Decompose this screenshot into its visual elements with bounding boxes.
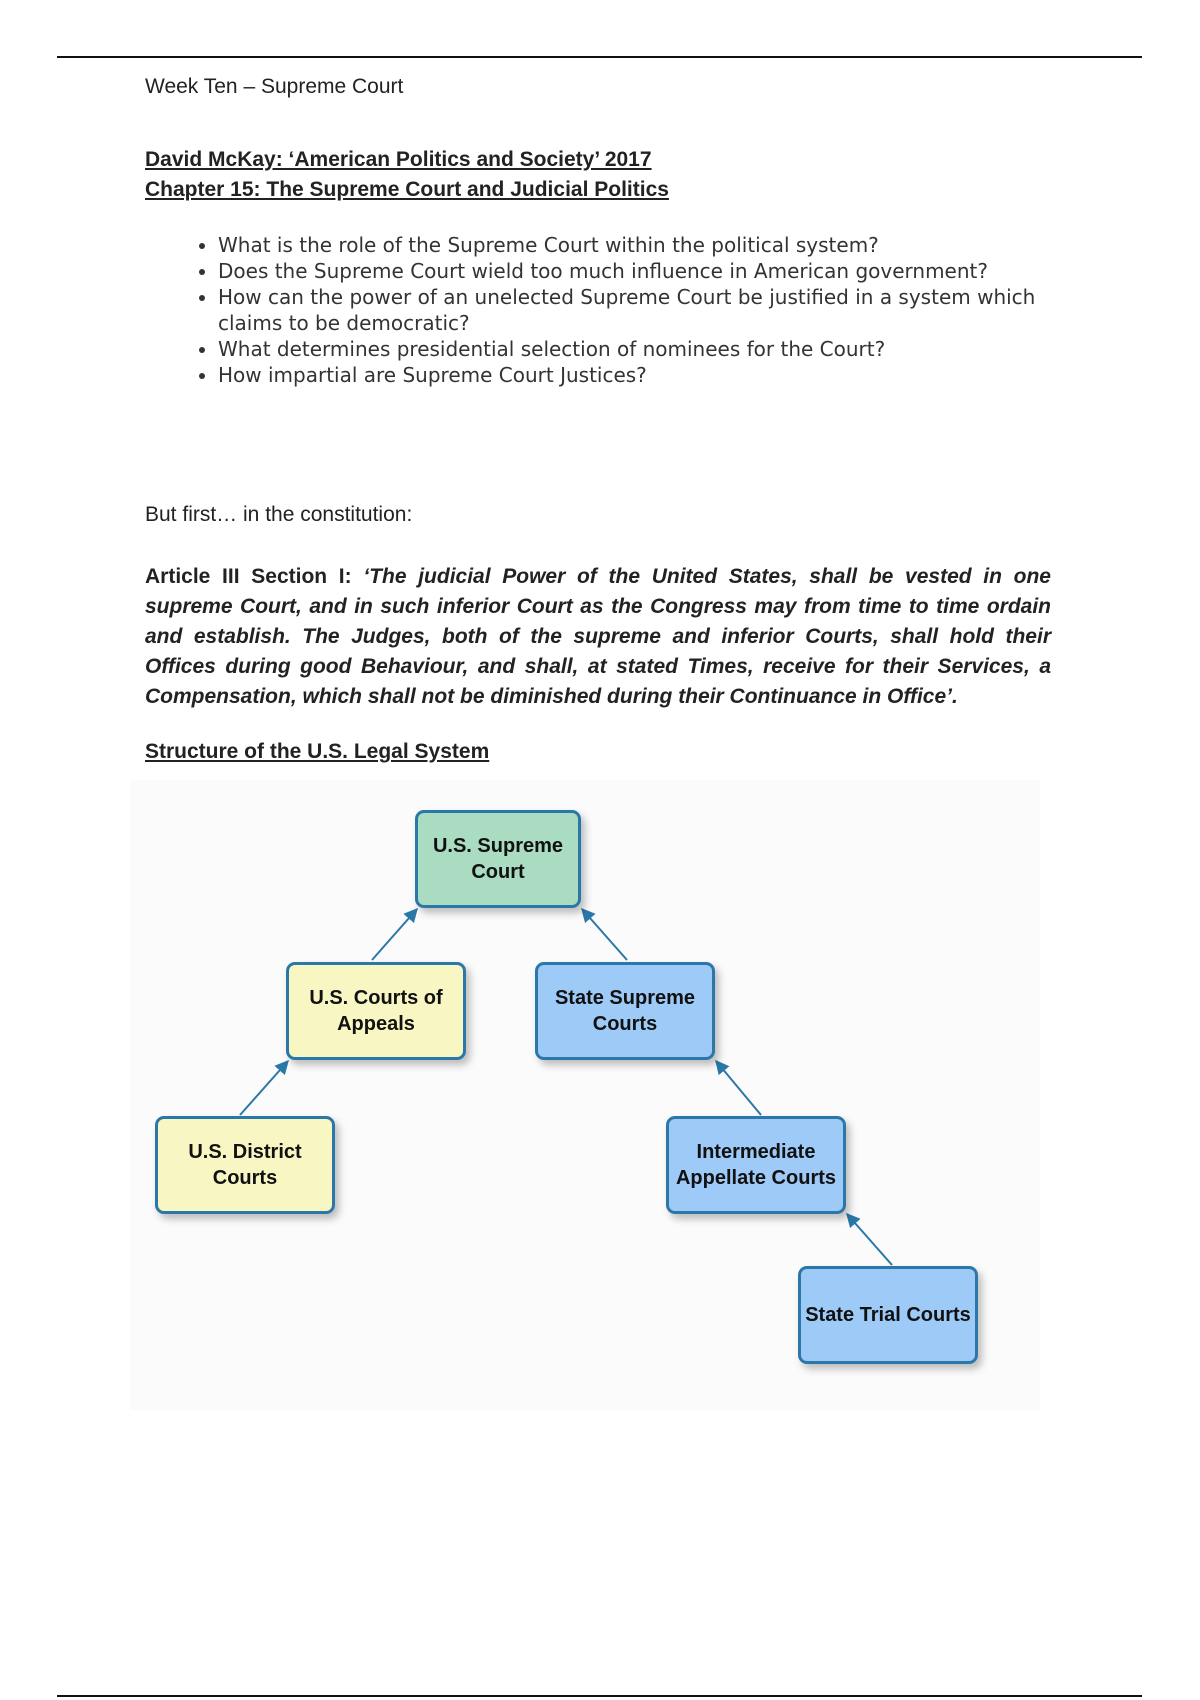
court-structure-diagram bbox=[130, 780, 1040, 1410]
article-quote bbox=[145, 562, 1051, 712]
edge-state-supreme-to-supreme bbox=[582, 909, 627, 960]
list-item: • How impartial are Supreme Court Justices? bbox=[218, 362, 1050, 388]
list-item: • What is the role of the Supreme Court within the political system? bbox=[218, 232, 1050, 258]
edge-trial-to-intermediate bbox=[847, 1214, 892, 1265]
list-item: • Does the Supreme Court wield too much influence in American government? bbox=[218, 258, 1050, 284]
top-rule bbox=[57, 56, 1142, 58]
edge-district-to-appeals bbox=[240, 1061, 288, 1115]
node-us-district-courts: U.S. District Courts bbox=[155, 1116, 335, 1214]
chapter-reference: Chapter 15: The Supreme Court and Judicial Politics bbox=[145, 178, 669, 201]
references bbox=[145, 145, 669, 205]
intro-text: But first… in the constitution: bbox=[145, 503, 413, 526]
book-reference: David McKay: ‘American Politics and Society’ 2017 bbox=[145, 148, 652, 171]
node-us-courts-of-appeals: U.S. Courts of Appeals bbox=[286, 962, 466, 1060]
list-item: • What determines presidential selection of nominees for the Court? bbox=[218, 336, 1050, 362]
page-header: Week Ten – Supreme Court bbox=[145, 75, 404, 98]
list-item: • How can the power of an unelected Supreme Court be justified in a system which claims to be democratic? bbox=[218, 284, 1050, 336]
edge-intermediate-to-state-supreme bbox=[716, 1061, 761, 1115]
node-intermediate-appellate-courts: Intermediate Appellate Courts bbox=[666, 1116, 846, 1214]
node-us-supreme-court: U.S. Supreme Court bbox=[415, 810, 581, 908]
article-lead: Article III Section I: bbox=[145, 565, 364, 588]
node-state-supreme-courts: State Supreme Courts bbox=[535, 962, 715, 1060]
article-text: ‘The judicial Power of the United States, shall be vested in one supreme Court, and in such inferior Court as the Congress may from time to time ordain and establish. The Judges, both of the supreme and inferior Courts, shall hold their Offices during good Behaviour, and shall, at stated Times, receive for their Services, a Compensation, which shall not be diminished during their Continuance in Office’. bbox=[145, 565, 1051, 708]
question-list bbox=[145, 232, 1050, 388]
bottom-rule bbox=[57, 1695, 1142, 1697]
edge-appeals-to-supreme bbox=[372, 909, 417, 960]
structure-title: Structure of the U.S. Legal System bbox=[145, 740, 490, 763]
node-state-trial-courts: State Trial Courts bbox=[798, 1266, 978, 1364]
